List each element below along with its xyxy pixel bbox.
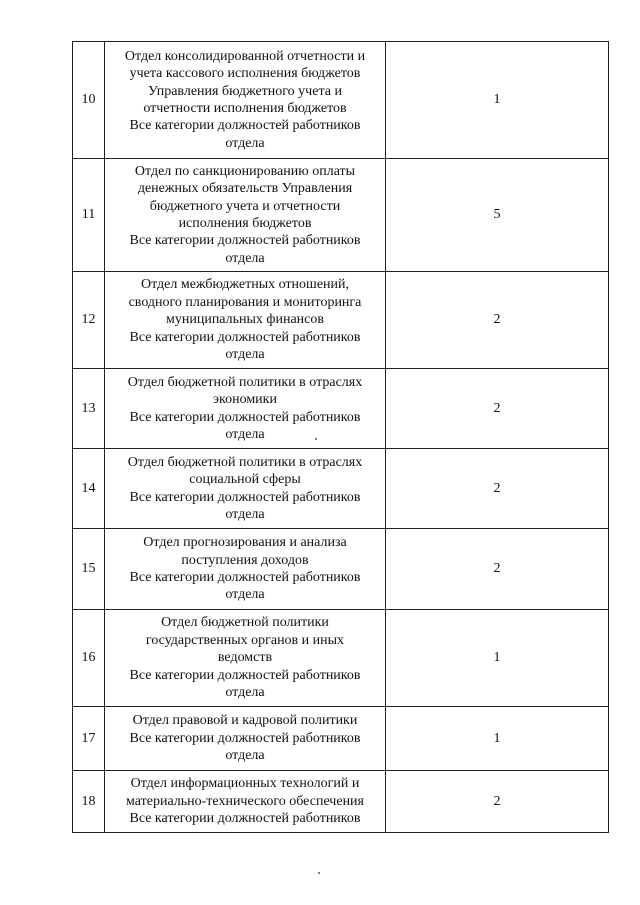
table-row bbox=[73, 610, 609, 707]
description-line: Отдел прогнозирования и анализа bbox=[143, 535, 347, 551]
department-description bbox=[105, 707, 386, 771]
description-line: Все категории должностей работников bbox=[129, 118, 361, 134]
staff-count: 2 bbox=[386, 369, 609, 449]
table-body bbox=[73, 42, 609, 833]
row-number: 14 bbox=[73, 449, 105, 529]
description-line: поступления доходов bbox=[181, 552, 309, 568]
description-line: отдела bbox=[225, 506, 265, 522]
description-line: Все категории должностей работников bbox=[129, 811, 361, 827]
description-line: Все категории должностей работников bbox=[129, 409, 361, 425]
description-line: отдела bbox=[225, 685, 265, 701]
staffing-table bbox=[72, 41, 609, 833]
staff-count: 1 bbox=[386, 707, 609, 771]
row-number: 12 bbox=[73, 272, 105, 369]
row-number: 16 bbox=[73, 610, 105, 707]
row-number: 11 bbox=[73, 159, 105, 272]
description-line: отдела bbox=[225, 347, 265, 363]
table-row bbox=[73, 159, 609, 272]
description-line: отдела bbox=[225, 135, 265, 151]
department-description bbox=[105, 159, 386, 272]
description-line: экономики bbox=[213, 392, 277, 408]
description-line: Отдел информационных технологий и bbox=[130, 776, 360, 792]
description-line: отчетности исполнения бюджетов bbox=[143, 101, 347, 116]
scan-speck bbox=[318, 872, 320, 874]
description-line: Отдел бюджетной политики в отраслях bbox=[127, 374, 363, 390]
description-line: муниципальных финансов bbox=[165, 312, 324, 328]
description-line: социальной сферы bbox=[189, 472, 301, 488]
description-line: отдела bbox=[225, 748, 265, 764]
scan-speck bbox=[315, 438, 317, 440]
staff-count: 2 bbox=[386, 771, 609, 833]
table-row bbox=[73, 42, 609, 159]
department-description bbox=[105, 42, 386, 159]
description-line: Все категории должностей работников bbox=[129, 489, 361, 505]
table-row bbox=[73, 529, 609, 610]
table-row bbox=[73, 707, 609, 771]
description-line: бюджетного учета и отчетности bbox=[149, 198, 341, 214]
row-number: 17 bbox=[73, 707, 105, 771]
description-line: Все категории должностей работников bbox=[129, 570, 361, 585]
description-line: Отдел межбюджетных отношений, bbox=[140, 277, 350, 293]
department-description bbox=[105, 369, 386, 449]
table-row bbox=[73, 771, 609, 833]
description-line: Отдел консолидированной отчетности и bbox=[124, 48, 366, 64]
staff-count: 2 bbox=[386, 529, 609, 610]
description-line: отдела bbox=[225, 587, 265, 603]
description-line: ведомств bbox=[217, 650, 273, 666]
staff-count: 5 bbox=[386, 159, 609, 272]
table-row bbox=[73, 369, 609, 449]
staff-count: 2 bbox=[386, 449, 609, 529]
department-description bbox=[105, 529, 386, 610]
staff-count: 1 bbox=[386, 610, 609, 707]
description-line: государственных органов и иных bbox=[145, 632, 345, 648]
table-row bbox=[73, 272, 609, 369]
row-number: 18 bbox=[73, 771, 105, 833]
description-line: Отдел правовой и кадровой политики bbox=[132, 713, 358, 729]
description-line: Все категории должностей работников bbox=[129, 730, 361, 746]
description-line: денежных обязательств Управления bbox=[137, 181, 353, 197]
row-number: 13 bbox=[73, 369, 105, 449]
department-description bbox=[105, 610, 386, 707]
description-line: Отдел бюджетной политики в отраслях bbox=[127, 454, 363, 470]
row-number: 15 bbox=[73, 529, 105, 610]
description-line: Управления бюджетного учета и bbox=[148, 83, 342, 99]
table-row bbox=[73, 449, 609, 529]
description-line: Отдел по санкционированию оплаты bbox=[134, 163, 356, 179]
row-number: 10 bbox=[73, 42, 105, 159]
department-description bbox=[105, 771, 386, 833]
description-line: сводного планирования и мониторинга bbox=[128, 294, 362, 310]
staff-count: 2 bbox=[386, 272, 609, 369]
description-line: Отдел бюджетной политики bbox=[161, 615, 329, 631]
description-line: Все категории должностей работников bbox=[129, 233, 361, 249]
description-line: Все категории должностей работников bbox=[129, 329, 361, 345]
staff-count: 1 bbox=[386, 42, 609, 159]
department-description bbox=[105, 449, 386, 529]
department-description bbox=[105, 272, 386, 369]
description-line: отдела bbox=[225, 426, 265, 442]
description-line: материально-технического обеспечения bbox=[126, 793, 364, 809]
description-line: исполнения бюджетов bbox=[178, 216, 312, 231]
description-line: учета кассового исполнения бюджетов bbox=[129, 66, 361, 82]
description-line: Все категории должностей работников bbox=[129, 667, 361, 683]
description-line: отдела bbox=[225, 250, 265, 266]
